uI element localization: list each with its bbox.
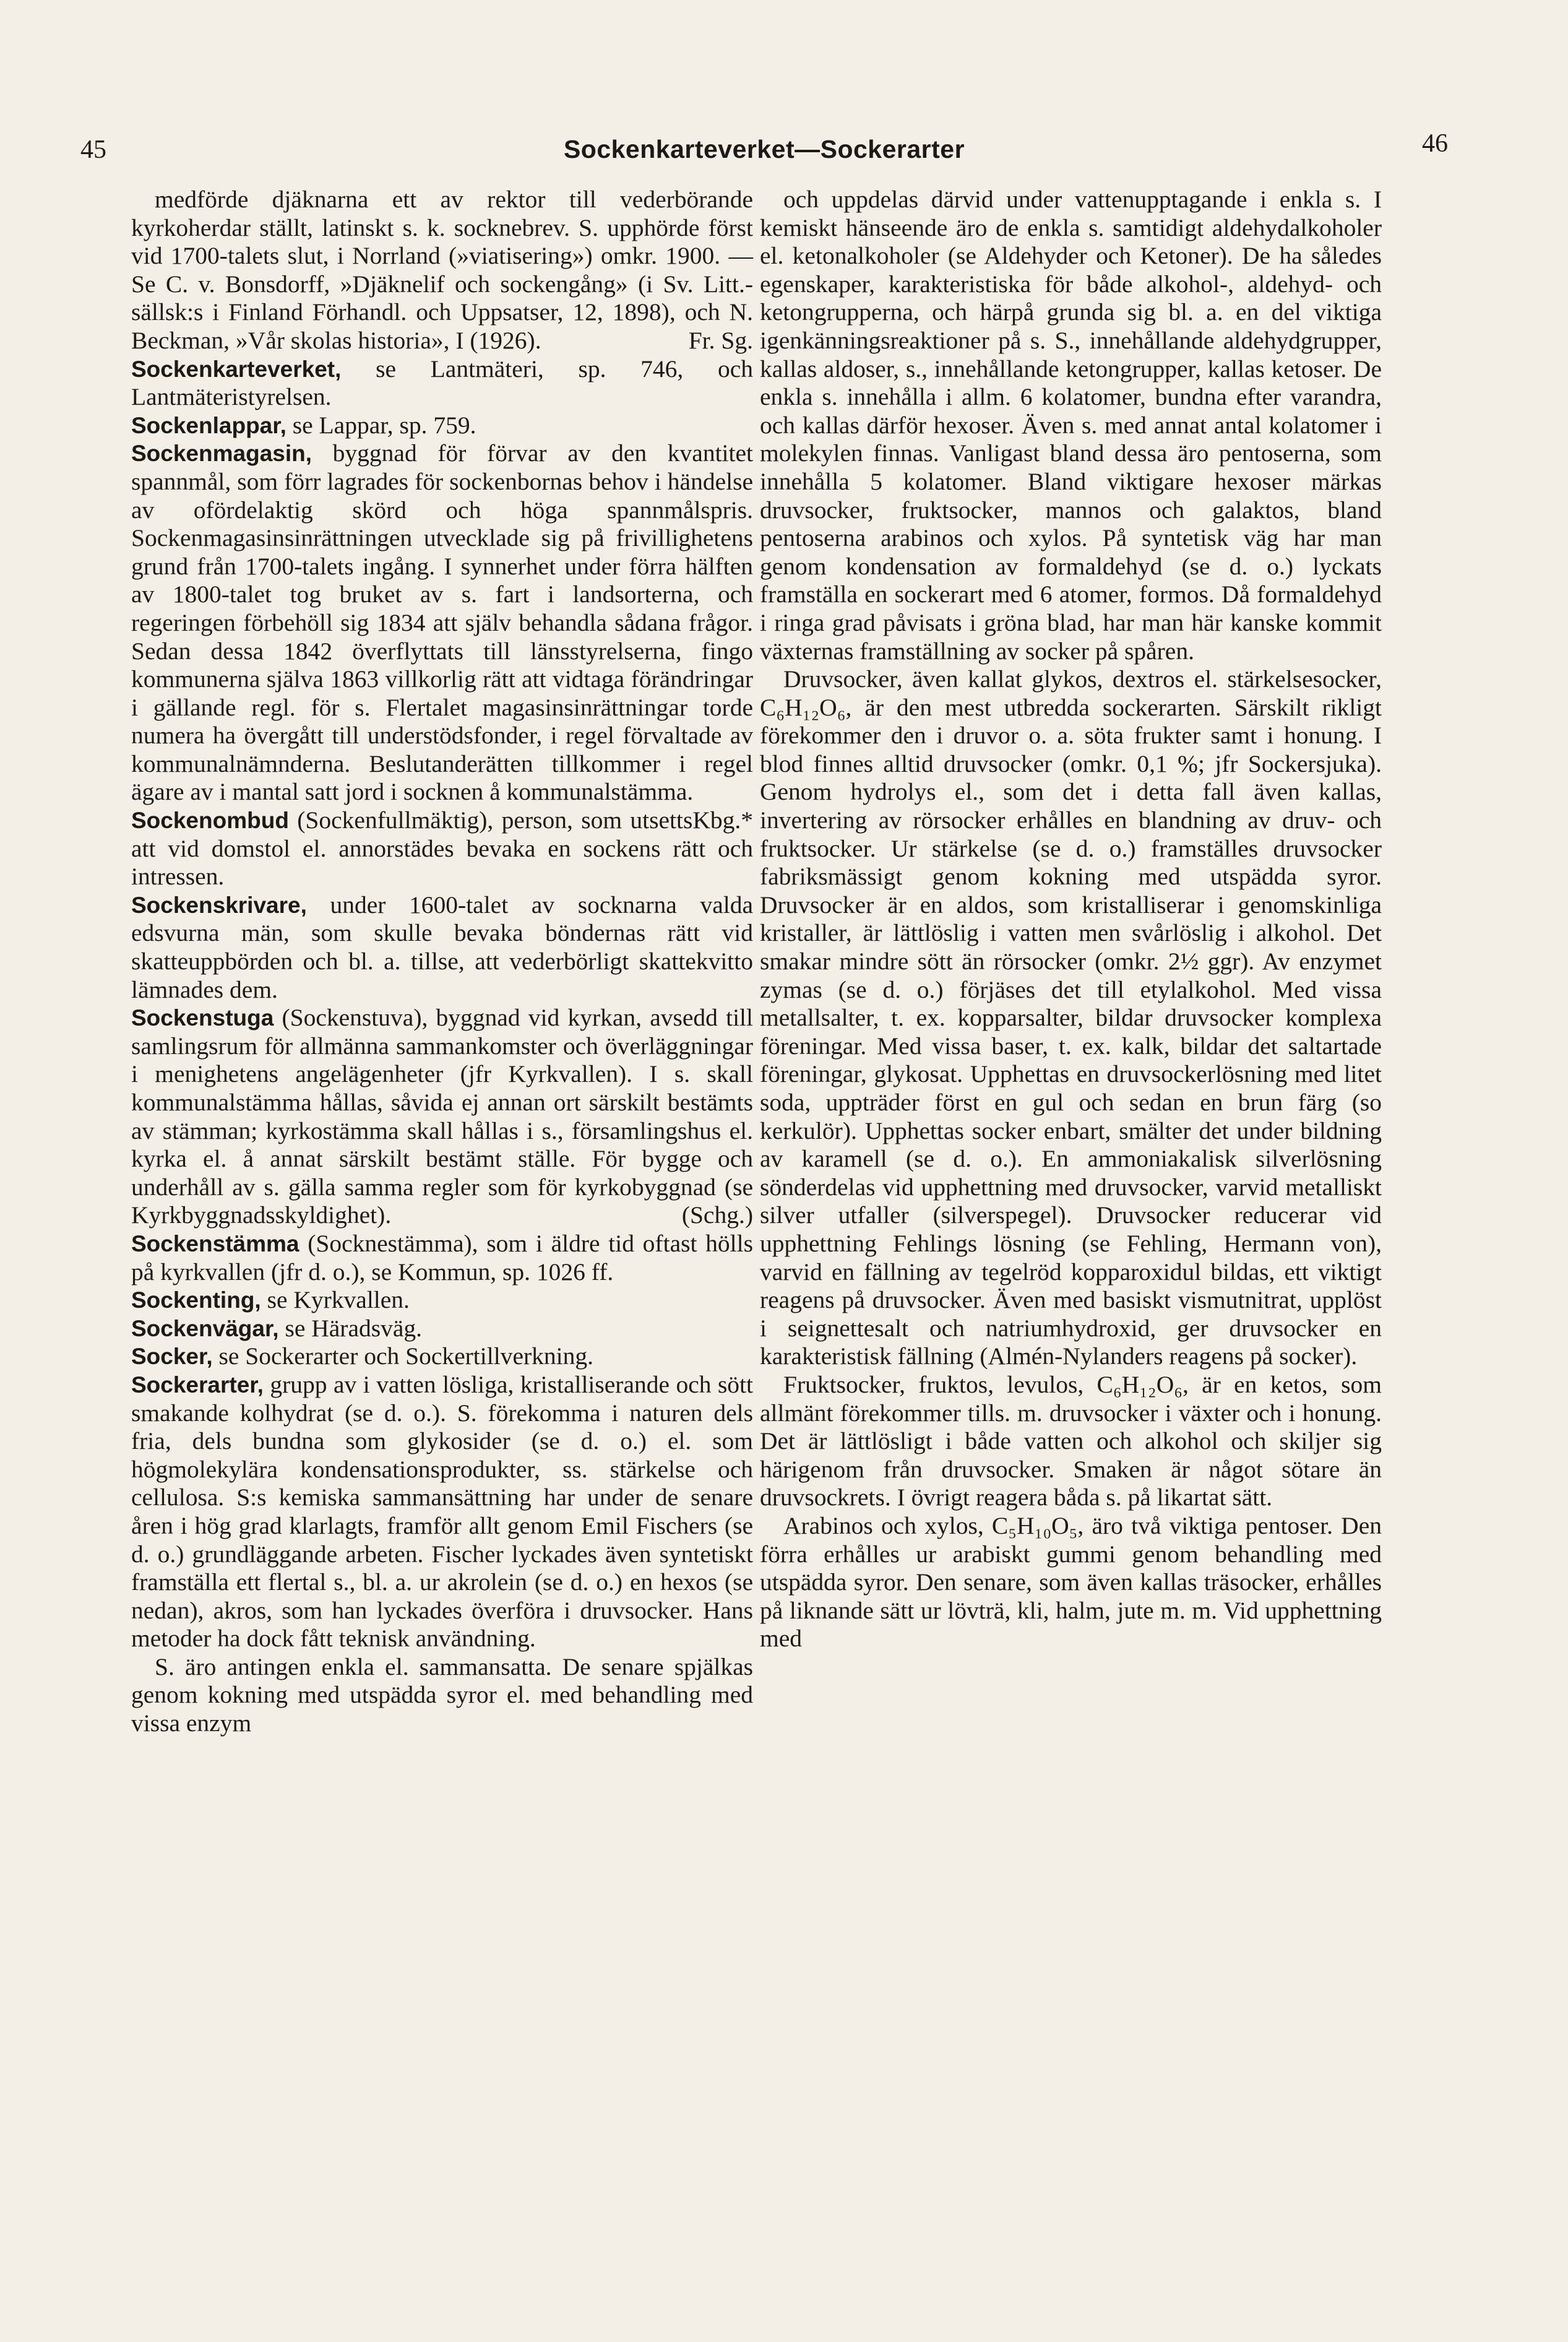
entry-paragraph	[131, 1230, 753, 1286]
entry-headword: Sockenvägar,	[131, 1315, 279, 1341]
entry-text: Fruktsocker, fruktos, levulos, C₆H₁₂O₆, är en ketos, som allmänt förekommer tills. m. druvsocker i växter och i honung. Det är lättlösligt i både vatten och alkohol och skiljer sig härigenom från druvsocker. Smaken är något sötare än druvsockrets. I övrigt reagera båda s. på likartat sätt.	[760, 1370, 1382, 1511]
entry-text: Druvsocker, även kallat glykos, dextros el. stärkelsesocker, C₆H₁₂O₆, är den mest utbredda sockerarten. Särskilt rikligt förekommer den i druvor o. a. söta frukter samt i honung. I blod finnes alltid druvsocker (omkr. 0,1 %; jfr Sockersjuka). Genom hydrolys el., som det i detta fall även kallas, invertering av rörsocker erhålles en blandning av druv- och fruktsocker. Ur stärkelse (se d. o.) framställes druvsocker fabriksmässigt genom kokning med utspädda syror. Druvsocker är en aldos, som kristalliserar i genomskinliga kristaller, är lättlöslig i vatten men svårlöslig i alkohol. Det smakar mindre sött än rörsocker (omkr. 2½ ggr). Av enzymet zymas (se d. o.) förjäses det till etylalkohol. Med vissa metallsalter, t. ex. kopparsalter, bildar druvsocker komplexa föreningar. Med vissa baser, t. ex. kalk, bildar det saltartade föreningar, glykosat. Upphettas en druvsockerlösning med litet soda, uppträder först en gul och sedan en brun färg (so kerkulör). Upphettas socker enbart, smälter det under bildning av karamell (se d. o.). En ammoniakalisk silverlösning sönderdelas vid upphettning med druvsocker, varvid metalliskt silver utfaller (silverspegel). Druvsocker reducerar vid upphettning Fehlings lösning (se Fehling, Hermann von), varvid en fällning av tegelröd kopparoxidul bildas, ett viktigt reagens på druvsocker. Även med basiskt vismutnitrat, upplöst i seignettesalt och natriumhydroxid, ger druvsocker en karakteristisk fällning (Almén-Nylanders reagens på socker).	[760, 665, 1382, 1370]
entry-paragraph	[131, 1371, 753, 1653]
entry-text: medförde djäknarna ett av rektor till vederbörande kyrkoherdar ställt, latinskt s. k. socknebrev. S. upphörde först vid 1700-talets slut, i Norrland (»viatisering») omkr. 1900. — Se C. v. Bonsdorff, »Djäknelif och sockengång» (i Sv. Litt.-sällsk:s i Finland Förhandl. och Uppsatser, 12, 1898), och N. Beckman, »Vår skolas historia», I (1926).	[131, 186, 753, 354]
entry-headword: Sockenstuga	[131, 1005, 274, 1031]
page-number-left: 45	[80, 136, 106, 164]
entry-paragraph	[760, 1512, 1382, 1653]
running-title: Sockenkarteverket—Sockerarter	[563, 135, 965, 163]
entry-text: grupp av i vatten lösliga, kristalliserande och sött smakande kolhydrat (se d. o.). S. förekomma i naturen dels fria, dels bundna som glykosider (se d. o.) el. som högmolekylära kondensationsprodukter, ss. stärkelse och cellulosa. S:s kemiska sammansättning har under de senare åren i hög grad klarlagts, framför allt genom Emil Fischers (se d. o.) grundläggande arbeten. Fischer lyckades även syntetiskt framställa ett flertal s., bl. a. ur akrolein (se d. o.) en hexos (se nedan), akros, som han lyckades överföra i druvsocker. Hans metoder ha dock fått teknisk användning.	[131, 1370, 754, 1653]
entry-text: se Sockerarter och Sockertillverkning.	[218, 1342, 593, 1370]
left-column	[131, 186, 753, 1738]
entry-headword: Sockenombud	[131, 808, 289, 834]
entry-paragraph	[760, 186, 1382, 665]
entry-text: under 1600-talet av socknarna valda edsvurna män, som skulle bevaka böndernas rätt vid skatteuppbörden och bl. a. tillse, att vederbörligt skattekvitto lämnades dem.	[131, 891, 753, 1003]
entry-paragraph	[131, 186, 753, 355]
entry-text: Arabinos och xylos, C₅H₁₀O₅, äro två viktiga pentoser. Den förra erhålles ur arabiskt gummi genom behandling med utspädda syror. Den senare, som även kallas träsocker, erhålles på liknande sätt ur lövträ, kli, halm, jute m. m. Vid upphettning med	[760, 1511, 1382, 1653]
entry-headword: Sockenstämma	[131, 1230, 299, 1256]
entry-headword: Sockenskrivare,	[131, 892, 307, 918]
page-header	[80, 129, 1448, 178]
author-signature: Fr. Sg.	[688, 326, 753, 354]
entry-paragraph	[760, 665, 1382, 1371]
entry-text: se Lantmäteri, sp. 746, och Lantmäteristyrelsen.	[131, 355, 753, 411]
entry-headword: Socker,	[131, 1344, 213, 1370]
entry-text: och uppdelas därvid under vattenupptagande i enkla s. I kemiskt hänseende äro de enkla s. samtidigt aldehydalkoholer el. ketonalkoholer (se Aldehyder och Ketoner). De ha således egenskaper, karakteristiska för både alkohol-, aldehyd- och ketongrupperna, och härpå grunda sig bl. a. en del viktiga igenkänningsreaktioner på s. S., innehållande aldehydgrupper, kallas aldoser, s., innehållande ketongrupper, kallas ketoser. De enkla s. innehålla i allm. 6 kolatomer, bundna efter varandra, och kallas därför hexoser. Även s. med annat antal kolatomer i molekylen finnas. Vanligast bland dessa äro pentoserna, som innehålla 5 kolatomer. Bland viktigare hexoser märkas druvsocker, fruktsocker, mannos och galaktos, bland pentoserna arabinos och xylos. På syntetisk väg har man genom kondensation av formaldehyd (se d. o.) lyckats framställa en sockerart med 6 atomer, formos. Då formaldehyd i ringa grad påvisats i gröna blad, har man här kanske kommit växternas framställning av socker på spåren.	[760, 186, 1382, 665]
entry-headword: Sockenlappar,	[131, 412, 286, 438]
entry-paragraph	[131, 891, 753, 1004]
entry-text: S. äro antingen enkla el. sammansatta. De senare spjälkas genom kokning med utspädda syror el. med behandling med vissa enzym	[131, 1653, 753, 1737]
entry-paragraph	[131, 1004, 753, 1230]
author-signature: (Schg.)	[681, 1201, 753, 1229]
entry-text: (Sockenfullmäktig), person, som utsetts att vid domstol el. annorstädes bevaka en sockens rätt och intressen.	[131, 806, 753, 891]
entry-text: se Lappar, sp. 759.	[292, 411, 476, 439]
entry-paragraph	[131, 1342, 753, 1371]
entry-headword: Sockerarter,	[131, 1372, 264, 1398]
entry-text: se Kyrkvallen.	[267, 1286, 410, 1314]
entry-text: (Socknestämma), som i äldre tid oftast hölls på kyrkvallen (jfr d. o.), se Kommun, sp. 1026 ff.	[131, 1229, 754, 1286]
entry-paragraph	[131, 1286, 753, 1315]
entry-paragraph	[760, 1371, 1382, 1512]
page-number-right: 46	[1422, 129, 1448, 158]
entry-text: se Häradsväg.	[285, 1314, 423, 1342]
entry-paragraph	[131, 1315, 753, 1343]
entry-paragraph	[131, 412, 753, 440]
entry-text: (Sockenstuva), byggnad vid kyrkan, avsedd till samlingsrum för allmänna sammankomster och överläggningar i menighetens angelägenheter (jfr Kyrkvallen). I s. skall kommunalstämma hållas, såvida ej annan ort särskilt bestämts av stämman; kyrkostämma skall hållas i s., församlingshus el. kyrka el. å annat särskilt bestämt ställe. För bygge och underhåll av s. gälla samma regler som för kyrkobyggnad (se Kyrkbyggnadsskyldighet).	[131, 1004, 753, 1229]
entry-text: byggnad för förvar av den kvantitet spannmål, som förr lagrades för sockenbornas behov i händelse av ofördelaktig skörd och höga spannmålspris. Sockenmagasinsinrättningen utvecklade sig på frivillighetens grund från 1700-talets ingång. I synnerhet under förra hälften av 1800-talet tog bruket av s. fart i landsorterna, och regeringen förbehöll sig 1834 att själv behandla sådana frågor. Sedan dessa 1842 överflyttats till länsstyrelserna, fingo kommunerna själva 1863 villkorlig rätt att vidtaga förändringar i gällande regl. för s. Flertalet magasinsinrättningar torde numera ha övergått till understödsfonder, i regel förvaltade av kommunalnämnderna. Beslutanderätten tillkommer i regel ägare av i mantal satt jord i socknen å kommunalstämma.	[131, 439, 754, 806]
right-column	[760, 186, 1382, 1653]
entry-headword: Sockenkarteverket,	[131, 356, 342, 382]
entry-paragraph	[131, 355, 753, 412]
entry-headword: Sockenting,	[131, 1287, 261, 1313]
entry-paragraph	[131, 806, 753, 891]
author-signature: Kbg.*	[692, 806, 753, 834]
entry-headword: Sockenmagasin,	[131, 441, 312, 467]
entry-paragraph	[131, 1653, 753, 1738]
